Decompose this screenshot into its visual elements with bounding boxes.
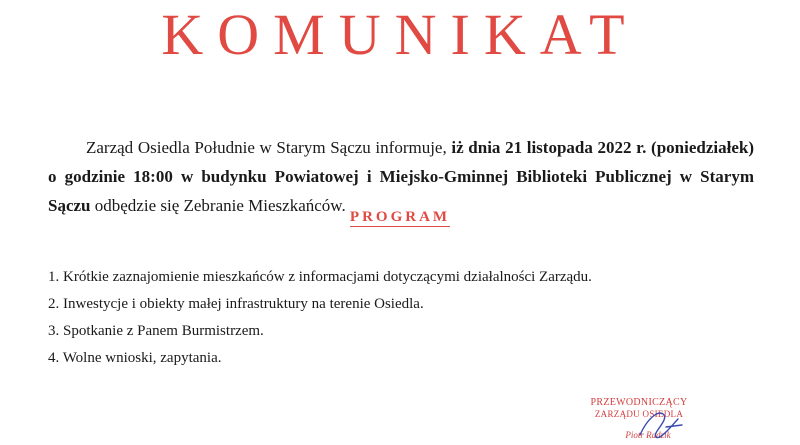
stamp-name: Piotr Radzik [625,430,671,440]
stamp-title: PRZEWODNICZĄCY [590,397,688,408]
signature-mark [630,403,710,443]
program-item: 1. Krótkie zaznajomienie mieszkańców z informacjami dotyczącymi działalności Zarządu. [48,269,592,285]
program-item: 2. Inwestycje i obiekty małej infrastruktury na terenie Osiedla. [48,296,424,312]
intro-text-bold: iż dnia 21 listopada 2022 r. (poniedziałek) o godzinie 18:00 w budynku Powiatowej i Miejsko-Gminnej Biblioteki Publicznej w Starym Sączu [48,138,754,215]
program-list [48,264,768,372]
stamp-subtitle: ZARZĄDU OSIEDLA [594,409,684,419]
program-item: 3. Spotkanie z Panem Burmistrzem. [48,323,264,339]
intro-paragraph [48,133,754,220]
program-heading [0,209,800,226]
program-heading-text: PROGRAM [349,209,451,225]
intro-text-start: Zarząd Osiedla Południe w Starym Sączu informuje, [86,138,452,157]
program-item: 4. Wolne wnioski, zapytania. [48,350,222,366]
intro-text-end: odbędzie się Zebranie Mieszkańców. [90,196,346,215]
document-title: KOMUNIKAT [161,2,639,67]
